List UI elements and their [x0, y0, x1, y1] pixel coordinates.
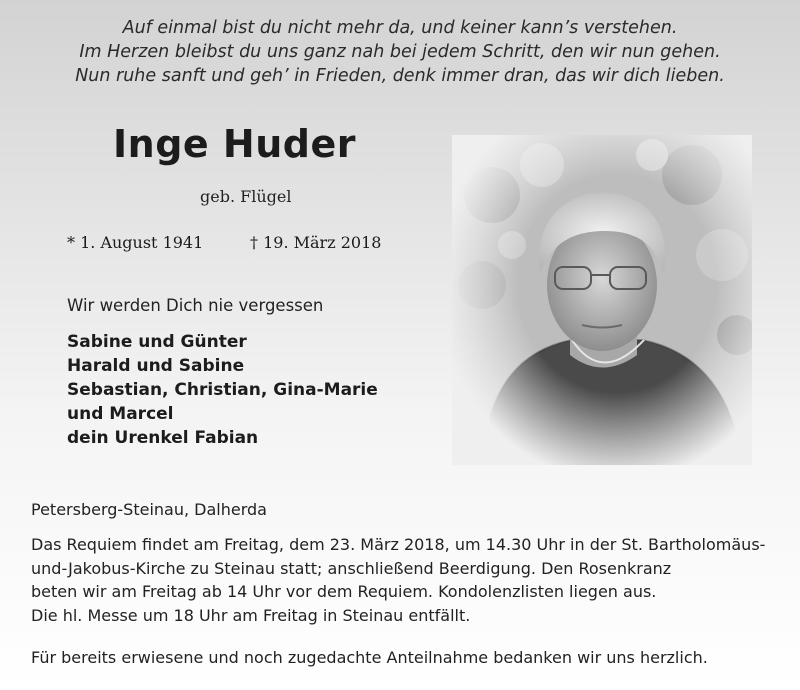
poem [0, 16, 800, 88]
portrait-photo [452, 135, 752, 465]
mourner-line: und Marcel [67, 404, 174, 424]
poem-line: Im Herzen bleibst du uns ganz nah bei jedem Schritt, den wir nun gehen. [79, 42, 721, 62]
birth-date: * 1. August 1941 [67, 233, 204, 252]
mourners-list [67, 330, 378, 450]
thanks-line: Für bereits erwiesene und noch zugedachte Anteilnahme bedanken wir uns herzlich. [31, 648, 708, 667]
poem-line: Auf einmal bist du nicht mehr da, und keiner kann’s verstehen. [122, 18, 678, 38]
service-details [31, 533, 776, 627]
details-line: Das Requiem findet am Freitag, dem 23. März 2018, um 14.30 Uhr in der St. Bartholomäus- [31, 535, 766, 554]
deceased-name: Inge Huder [113, 122, 356, 166]
mourner-line: dein Urenkel Fabian [67, 428, 259, 448]
mourner-line: Sabine und Günter [67, 332, 247, 352]
details-line: beten wir am Freitag ab 14 Uhr vor dem Requiem. Kondolenzlisten liegen aus. [31, 582, 657, 601]
details-line: Die hl. Messe um 18 Uhr am Freitag in Steinau entfällt. [31, 605, 471, 625]
place-line: Petersberg-Steinau, Dalherda [31, 500, 267, 519]
mourner-line: Harald und Sabine [67, 356, 245, 376]
mourner-line: Sebastian, Christian, Gina-Marie [67, 380, 378, 400]
death-date: † 19. März 2018 [250, 233, 382, 252]
farewell-line: Wir werden Dich nie vergessen [67, 296, 324, 315]
maiden-name: geb. Flügel [200, 187, 292, 206]
poem-line: Nun ruhe sanft und geh’ in Frieden, denk immer dran, das wir dich lieben. [75, 66, 725, 86]
details-line: und-Jakobus-Kirche zu Steinau statt; anschließend Beerdigung. Den Rosenkranz [31, 558, 672, 578]
